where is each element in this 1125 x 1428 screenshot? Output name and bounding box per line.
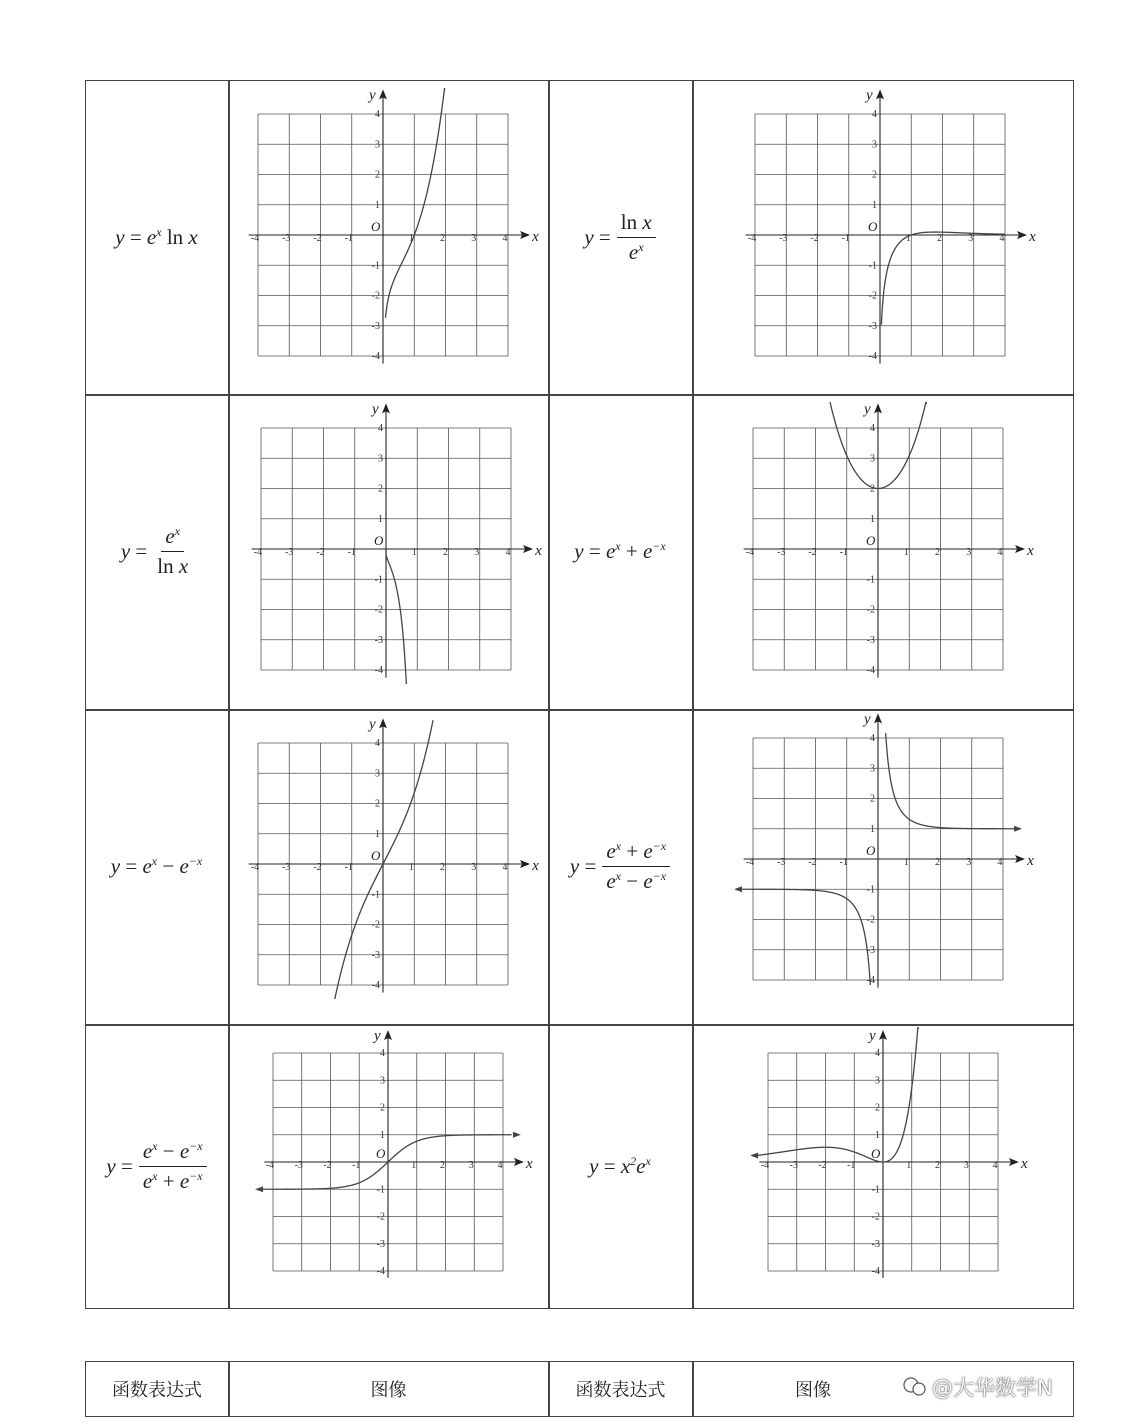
x-tick-label: -2 bbox=[316, 547, 325, 558]
y-tick-label: 1 bbox=[870, 513, 875, 525]
y-tick-label: 1 bbox=[375, 199, 380, 211]
curve-end-arrow-icon bbox=[513, 1132, 521, 1138]
x-tick-label: -1 bbox=[347, 547, 356, 558]
x-tick-label: -3 bbox=[779, 233, 788, 244]
y-tick-label: 2 bbox=[380, 1102, 385, 1114]
y-tick-label: -3 bbox=[868, 320, 877, 332]
x-tick-label: 3 bbox=[471, 862, 477, 873]
y-tick-label: 3 bbox=[870, 763, 875, 775]
header-graph-2: 图像 bbox=[795, 1380, 831, 1401]
graph-x2-exp bbox=[750, 1027, 1030, 1285]
x-tick-label: 3 bbox=[474, 547, 480, 558]
y-tick-label: 3 bbox=[378, 453, 383, 465]
y-tick-label: 4 bbox=[375, 109, 380, 120]
x-tick-label: 4 bbox=[997, 857, 1003, 868]
column-divider bbox=[228, 81, 230, 1308]
origin-label: O bbox=[868, 219, 878, 234]
formula-exp-times-ln: y = $e^x$ ln x bbox=[115, 224, 198, 249]
x-tick-label: -3 bbox=[282, 862, 291, 873]
header-expression-2: 函数表达式 bbox=[575, 1380, 666, 1401]
graph-exp-over-ln bbox=[243, 402, 543, 684]
y-tick-label: -2 bbox=[371, 919, 380, 931]
y-tick-label: 2 bbox=[870, 793, 875, 805]
y-tick-label: 4 bbox=[870, 423, 875, 434]
curve-end-arrow-icon bbox=[255, 1186, 263, 1192]
formula-exp-plus-negexp: y = $e^x$ + $e^{-x}$ bbox=[574, 539, 666, 563]
y-tick-label: 3 bbox=[375, 768, 380, 780]
y-tick-label: -2 bbox=[866, 914, 875, 926]
y-tick-label: 2 bbox=[875, 1102, 880, 1114]
y-axis-label: y bbox=[372, 402, 379, 418]
y-tick-label: -4 bbox=[376, 1266, 385, 1277]
y-tick-label: -2 bbox=[868, 290, 877, 302]
y-tick-label: -3 bbox=[866, 944, 875, 956]
y-axis-label: y bbox=[369, 717, 376, 733]
x-tick-label: -1 bbox=[839, 547, 848, 558]
x-tick-label: -2 bbox=[808, 857, 817, 868]
y-tick-label: 4 bbox=[378, 423, 383, 434]
origin-label: O bbox=[374, 533, 384, 548]
origin-label: O bbox=[376, 1146, 386, 1161]
curve-end-arrow-icon bbox=[750, 1153, 758, 1159]
x-tick-label: 1 bbox=[905, 233, 911, 244]
y-tick-label: -1 bbox=[371, 889, 380, 901]
y-axis-label: y bbox=[864, 712, 871, 728]
y-tick-label: 4 bbox=[375, 738, 380, 749]
x-tick-label: 2 bbox=[937, 233, 942, 244]
y-tick-label: -3 bbox=[376, 1238, 385, 1250]
y-tick-label: -1 bbox=[376, 1184, 385, 1196]
y-tick-label: 4 bbox=[380, 1048, 385, 1059]
function-curve-f3 bbox=[386, 549, 406, 684]
y-tick-label: -3 bbox=[866, 634, 875, 646]
formula-exp-minus-negexp: y = $e^x$ − $e^{-x}$ bbox=[110, 854, 203, 878]
x-tick-label: -1 bbox=[841, 233, 850, 244]
x-tick-label: 4 bbox=[992, 1160, 998, 1171]
x-tick-label: -2 bbox=[808, 547, 817, 558]
graph-ln-over-exp bbox=[737, 88, 1037, 370]
origin-label: O bbox=[866, 843, 876, 858]
x-tick-label: -2 bbox=[818, 1160, 827, 1171]
x-tick-label: 4 bbox=[497, 1160, 503, 1171]
x-tick-label: -4 bbox=[747, 233, 757, 244]
graph-coth bbox=[735, 712, 1035, 994]
y-tick-label: 3 bbox=[872, 139, 877, 151]
y-tick-label: -3 bbox=[374, 634, 383, 646]
x-tick-label: -4 bbox=[250, 233, 260, 244]
y-tick-label: -4 bbox=[871, 1266, 880, 1277]
x-tick-label: 2 bbox=[935, 547, 940, 558]
x-axis-label: x bbox=[535, 543, 542, 559]
y-tick-label: -1 bbox=[871, 1184, 880, 1196]
y-tick-label: -2 bbox=[376, 1211, 385, 1223]
y-tick-label: -4 bbox=[868, 351, 877, 362]
x-axis-label: x bbox=[532, 858, 539, 874]
y-tick-label: 3 bbox=[870, 453, 875, 465]
watermark-text: @大华数学N bbox=[932, 1376, 1053, 1400]
y-tick-label: 3 bbox=[380, 1075, 385, 1087]
y-tick-label: 1 bbox=[380, 1129, 385, 1141]
y-tick-label: 3 bbox=[875, 1075, 880, 1087]
y-tick-label: -4 bbox=[866, 975, 875, 986]
x-tick-label: -3 bbox=[285, 547, 294, 558]
x-axis-label: x bbox=[532, 229, 539, 245]
y-tick-label: -4 bbox=[371, 351, 380, 362]
x-tick-label: 2 bbox=[935, 1160, 940, 1171]
x-tick-label: 3 bbox=[966, 857, 972, 868]
origin-label: O bbox=[371, 219, 381, 234]
function-curve-f1 bbox=[386, 88, 445, 318]
y-axis-label: y bbox=[866, 88, 873, 104]
x-axis-label: x bbox=[1027, 853, 1034, 869]
x-axis-label: x bbox=[1029, 229, 1036, 245]
x-tick-label: -1 bbox=[839, 857, 848, 868]
watermark-logo-icon bbox=[902, 1375, 928, 1399]
graph-tanh bbox=[255, 1027, 535, 1285]
y-tick-label: 2 bbox=[375, 798, 380, 810]
x-tick-label: 2 bbox=[935, 857, 940, 868]
origin-label: O bbox=[871, 1146, 881, 1161]
x-tick-label: -1 bbox=[344, 233, 353, 244]
graph-exp-minus-negexp bbox=[240, 717, 540, 999]
curve-end-arrow-icon bbox=[735, 886, 742, 892]
function-curve-f6-branch1 bbox=[739, 889, 870, 985]
x-tick-label: 1 bbox=[408, 862, 414, 873]
formula-coth: y = $\frac{e^x + e^{-x}}{e^x - e^{-x}}$ bbox=[548, 709, 692, 1024]
y-tick-label: 2 bbox=[375, 169, 380, 181]
x-tick-label: 1 bbox=[903, 547, 909, 558]
y-tick-label: 1 bbox=[875, 1129, 880, 1141]
x-tick-label: -1 bbox=[344, 862, 353, 873]
function-curve-f2 bbox=[881, 232, 1005, 325]
y-tick-label: -1 bbox=[374, 574, 383, 586]
function-curve-f8 bbox=[757, 1027, 919, 1162]
x-tick-label: 3 bbox=[963, 1160, 969, 1171]
x-tick-label: -4 bbox=[760, 1160, 770, 1171]
y-tick-label: 2 bbox=[870, 483, 875, 495]
graph-exp-times-ln bbox=[240, 88, 540, 370]
y-tick-label: 1 bbox=[872, 199, 877, 211]
x-axis-label: x bbox=[525, 1156, 533, 1172]
formula-tanh: y = $\frac{e^x - e^{-x}}{e^x + e^{-x}}$ bbox=[85, 1024, 228, 1309]
x-tick-label: 3 bbox=[468, 1160, 474, 1171]
x-tick-label: -2 bbox=[313, 862, 322, 873]
curve-end-arrow-icon bbox=[1014, 826, 1022, 832]
x-tick-label: -1 bbox=[352, 1160, 361, 1171]
x-tick-label: 2 bbox=[440, 862, 445, 873]
y-tick-label: 1 bbox=[870, 823, 875, 835]
x-tick-label: -2 bbox=[323, 1160, 332, 1171]
y-tick-label: -1 bbox=[868, 260, 877, 272]
y-tick-label: -2 bbox=[374, 604, 383, 616]
x-tick-label: 4 bbox=[505, 547, 511, 558]
y-tick-label: 2 bbox=[378, 483, 383, 495]
x-tick-label: -2 bbox=[810, 233, 819, 244]
x-tick-label: -3 bbox=[789, 1160, 798, 1171]
graph-exp-plus-negexp bbox=[735, 402, 1035, 684]
y-tick-label: 3 bbox=[375, 139, 380, 151]
y-tick-label: -2 bbox=[866, 604, 875, 616]
x-tick-label: 1 bbox=[411, 1160, 417, 1171]
x-axis-label: x bbox=[1027, 543, 1034, 559]
x-tick-label: -2 bbox=[313, 233, 322, 244]
x-tick-label: -4 bbox=[253, 547, 263, 558]
watermark bbox=[902, 1372, 1053, 1402]
y-tick-label: -1 bbox=[866, 574, 875, 586]
y-tick-label: -3 bbox=[371, 949, 380, 961]
formula-exp-over-ln: y = $\frac{e^x}{\text{ln x}}$ bbox=[120, 524, 189, 578]
x-tick-label: -1 bbox=[847, 1160, 856, 1171]
y-tick-label: -3 bbox=[871, 1238, 880, 1250]
y-tick-label: -4 bbox=[866, 665, 875, 676]
y-axis-label: y bbox=[374, 1028, 381, 1045]
x-tick-label: -3 bbox=[777, 857, 786, 868]
function-curve-f6 bbox=[886, 733, 1017, 829]
x-tick-label: 1 bbox=[411, 547, 417, 558]
x-tick-label: -4 bbox=[745, 857, 755, 868]
x-tick-label: -4 bbox=[265, 1160, 275, 1171]
y-tick-label: -1 bbox=[866, 884, 875, 896]
x-tick-label: -3 bbox=[777, 547, 786, 558]
x-axis-label: x bbox=[1020, 1156, 1028, 1172]
y-tick-label: 4 bbox=[870, 733, 875, 744]
x-tick-label: 4 bbox=[999, 233, 1005, 244]
y-tick-label: 2 bbox=[872, 169, 877, 181]
y-tick-label: 4 bbox=[872, 109, 877, 120]
formula-x2-exp: y = $x^2e^x$ bbox=[589, 1154, 651, 1178]
y-tick-label: -4 bbox=[371, 980, 380, 991]
y-axis-label: y bbox=[869, 1028, 876, 1045]
formula-ln-over-exp: y = $\frac{\text{ln x}}{e^x}$ bbox=[548, 80, 692, 394]
origin-label: O bbox=[371, 848, 381, 863]
x-tick-label: 4 bbox=[502, 233, 508, 244]
y-tick-label: 1 bbox=[375, 828, 380, 840]
x-tick-label: 4 bbox=[997, 547, 1003, 558]
header-expression-1: 函数表达式 bbox=[112, 1380, 202, 1401]
x-tick-label: 2 bbox=[440, 1160, 445, 1171]
x-tick-label: -3 bbox=[282, 233, 291, 244]
y-axis-label: y bbox=[369, 88, 376, 104]
y-axis-label: y bbox=[864, 402, 871, 418]
x-tick-label: 2 bbox=[443, 547, 448, 558]
column-divider bbox=[692, 81, 694, 1308]
header-graph-1: 图像 bbox=[370, 1380, 407, 1401]
x-tick-label: 1 bbox=[906, 1160, 912, 1171]
x-tick-label: -3 bbox=[294, 1160, 303, 1171]
x-tick-label: 3 bbox=[471, 233, 477, 244]
function-curve-f5 bbox=[335, 720, 433, 999]
y-tick-label: 4 bbox=[875, 1048, 880, 1059]
y-tick-label: -4 bbox=[374, 665, 383, 676]
y-tick-label: 1 bbox=[378, 513, 383, 525]
x-tick-label: 4 bbox=[502, 862, 508, 873]
x-tick-label: -4 bbox=[250, 862, 260, 873]
y-tick-label: -2 bbox=[871, 1211, 880, 1223]
y-tick-label: -1 bbox=[371, 260, 380, 272]
x-tick-label: 3 bbox=[966, 547, 972, 558]
x-tick-label: -4 bbox=[745, 547, 755, 558]
x-tick-label: 1 bbox=[903, 857, 909, 868]
x-tick-label: 3 bbox=[968, 233, 974, 244]
y-tick-label: -2 bbox=[371, 290, 380, 302]
y-tick-label: -3 bbox=[371, 320, 380, 332]
x-tick-label: 1 bbox=[408, 233, 414, 244]
x-tick-label: 2 bbox=[440, 233, 445, 244]
origin-label: O bbox=[866, 533, 876, 548]
